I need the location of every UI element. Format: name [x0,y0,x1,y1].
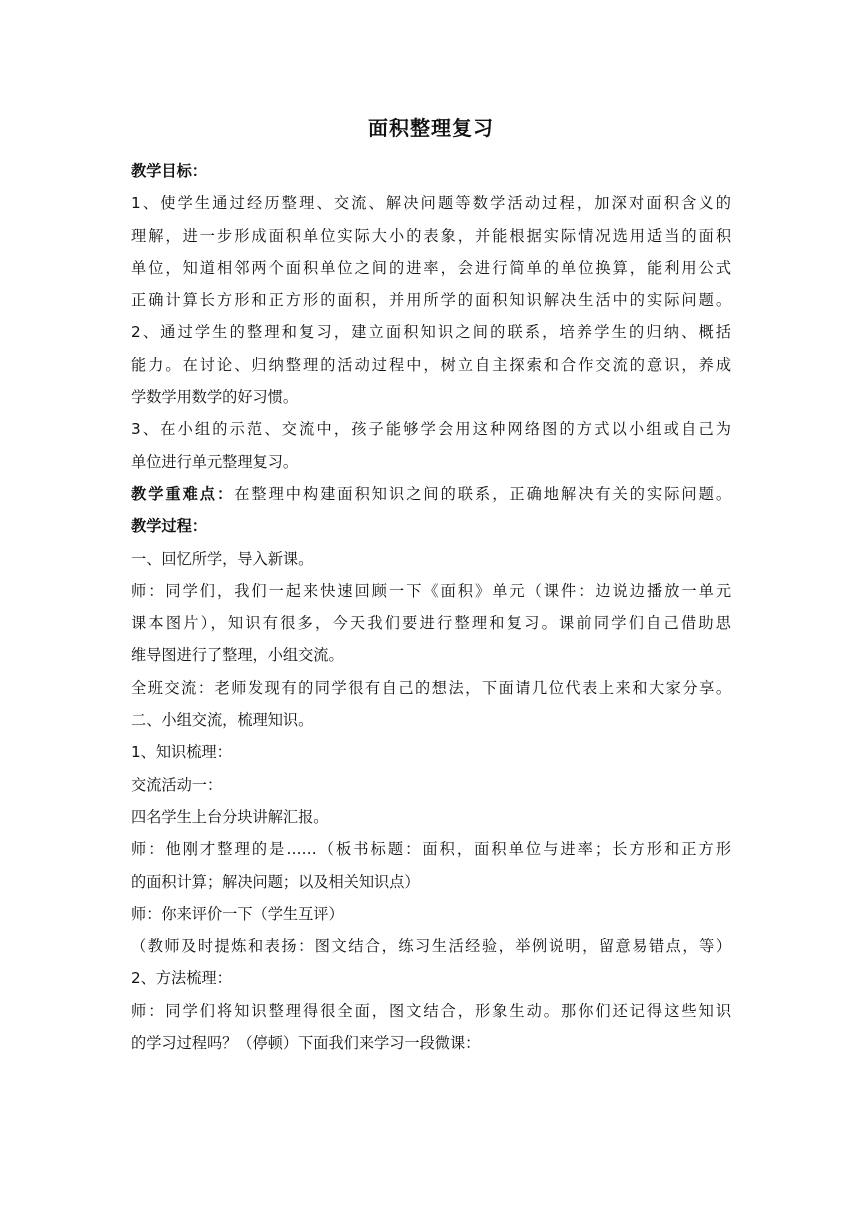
text-line [131,639,731,671]
text-line [131,316,731,348]
text-line [131,769,731,801]
text-segment: 的学习过程吗？（停顿）下面我们来学习一段微课： [131,1034,481,1053]
text-line [131,898,731,930]
text-line [131,381,731,413]
text-segment: 师：同学们将知识整理得很全面，图文结合，形象生动。那你们还记得这些知识 [131,1001,731,1020]
text-segment: 课本图片），知识有很多，今天我们要进行整理和复习。课前同学们自己借助思 [131,614,731,633]
text-segment: 学数学用数学的好习惯。 [131,388,299,407]
text-segment: （教师及时提炼和表扬：图文结合，练习生活经验，举例说明，留意易错点，等） [131,937,731,956]
text-line [131,510,731,542]
text-segment: 1、知识梳理： [131,743,232,762]
section-heading: 教学过程： [131,517,207,536]
text-line [131,995,731,1027]
text-segment: 四名学生上台分块讲解汇报。 [131,807,329,826]
text-line [131,478,731,510]
document-body [131,155,731,1059]
text-line [131,866,731,898]
text-line [131,284,731,316]
text-segment: 一、回忆所学，导入新课。 [131,549,314,568]
text-line [131,155,731,187]
text-segment: 能力。在讨论、归纳整理的活动过程中，树立自主探索和合作交流的意识，养成 [131,355,731,374]
text-segment: 3、在小组的示范、交流中，孩子能够学会用这种网络图的方式以小组或自己为 [131,420,731,439]
text-line [131,833,731,865]
text-line [131,962,731,994]
text-line [131,543,731,575]
text-segment: 1、使学生通过经历整理、交流、解决问题等数学活动过程，加深对面积含义的 [131,194,731,213]
text-segment: 全班交流：老师发现有的同学很有自己的想法，下面请几位代表上来和大家分享。 [131,678,731,697]
section-heading: 教学重难点： [131,484,235,503]
text-line [131,801,731,833]
text-line [131,349,731,381]
text-segment: 2、方法梳理： [131,969,232,988]
text-line [131,446,731,478]
text-segment: 师：你来评价一下（学生互评） [131,904,344,923]
text-line [131,672,731,704]
text-line [131,187,731,219]
text-segment: 理解，进一步形成面积单位实际大小的表象，并能根据实际情况选用适当的面积 [131,226,731,245]
text-segment: 在整理中构建面积知识之间的联系，正确地解决有关的实际问题。 [234,484,731,503]
document-page [131,114,731,1059]
text-line [131,252,731,284]
text-segment: 交流活动一： [131,775,223,794]
text-segment: 师：他刚才整理的是……（板书标题：面积，面积单位与进率；长方形和正方形 [131,840,731,859]
text-segment: 2、通过学生的整理和复习，建立面积知识之间的联系，培养学生的归纳、概括 [131,323,731,342]
text-segment: 单位进行单元整理复习。 [131,452,299,471]
text-segment: 单位，知道相邻两个面积单位之间的进率，会进行简单的单位换算，能利用公式 [131,258,731,277]
text-segment: 二、小组交流，梳理知识。 [131,711,314,730]
text-segment: 维导图进行了整理，小组交流。 [131,646,344,665]
text-line [131,607,731,639]
section-heading: 教学目标： [131,162,207,180]
text-segment: 的面积计算；解决问题；以及相关知识点） [131,872,420,891]
text-segment: 师：同学们，我们一起来快速回顾一下《面积》单元（课件：边说边播放一单元 [131,581,731,600]
text-line [131,736,731,768]
text-line [131,930,731,962]
text-line [131,704,731,736]
text-line [131,413,731,445]
text-line [131,220,731,252]
text-segment: 正确计算长方形和正方形的面积，并用所学的面积知识解决生活中的实际问题。 [131,291,731,310]
document-title: 面积整理复习 [368,116,494,140]
text-line [131,575,731,607]
text-line [131,1027,731,1059]
